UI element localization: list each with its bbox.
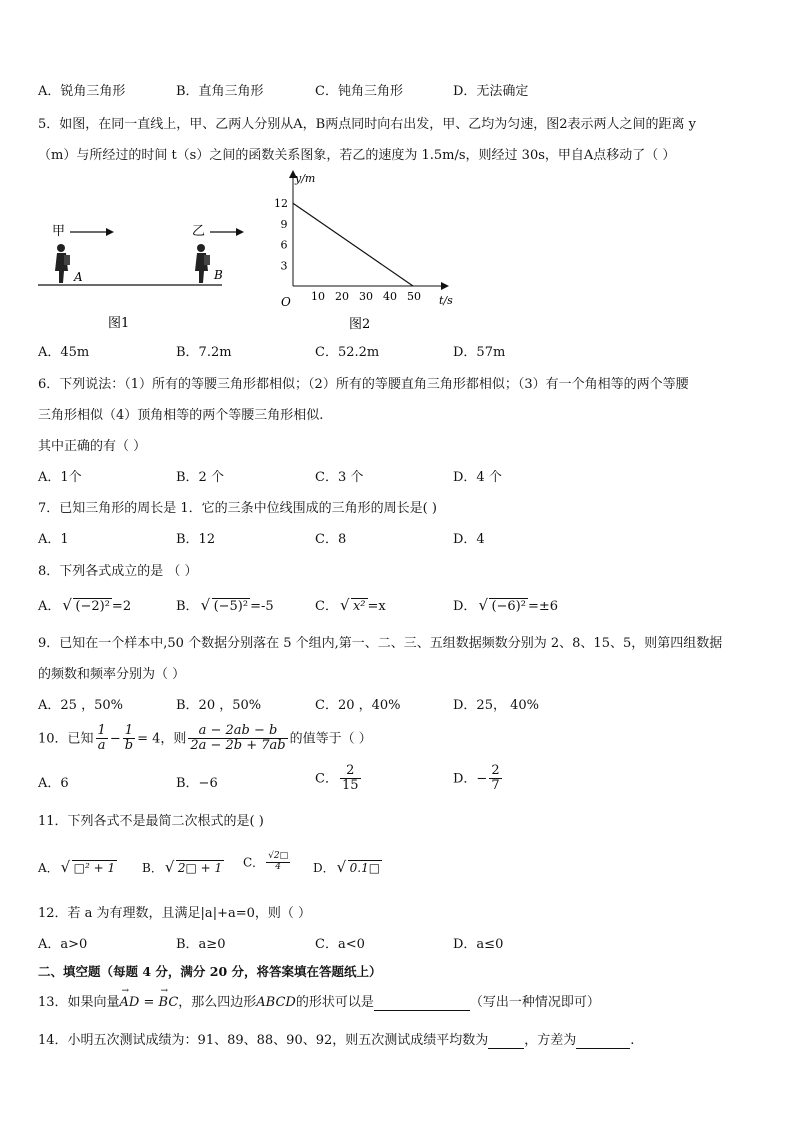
q7-option-a: A．1 bbox=[38, 532, 69, 547]
q10-option-b: B．−6 bbox=[176, 776, 218, 791]
origin-label: O bbox=[281, 295, 291, 309]
q11-stem: 11．下列各式不是最简二次根式的是( ) bbox=[38, 814, 264, 829]
fig1-point-a: A bbox=[74, 270, 83, 284]
walker-icon bbox=[55, 244, 70, 283]
q6-option-c: C．3 个 bbox=[315, 470, 364, 485]
q5-option-c: C．52.2m bbox=[315, 345, 380, 360]
q13-stem: 13．如果向量→ AD = → BC，那么四边形ABCD的形状可以是 （写出一种情况即可） bbox=[38, 995, 600, 1011]
q5-option-b: B．7.2m bbox=[176, 345, 232, 360]
q11-option-b: B．√ 2□ + 1 bbox=[142, 860, 224, 875]
q8-option-c: C．√ x² =x bbox=[315, 598, 386, 615]
q10-stem: 10．已知 $\frac{1}{a}$ − $\frac{1}{b}$ = 4，则 $\frac{a - 2ab - b}{2a - 2b + 7ab}$ 的值等于（ ） bbox=[38, 723, 372, 754]
q9-option-a: A．25 ，50% bbox=[38, 698, 123, 713]
x-tick-label: 50 bbox=[407, 290, 421, 303]
fig1-point-b: B bbox=[214, 268, 223, 282]
vector-bc: → BC bbox=[159, 995, 179, 1011]
q5-option-a: A．45m bbox=[38, 345, 90, 360]
q11-option-d: D．√ 0.1□ bbox=[313, 860, 382, 875]
q6-option-d: D．4 个 bbox=[453, 470, 502, 485]
y-axis-label: y/m bbox=[295, 172, 316, 185]
y-tick-label: 3 bbox=[280, 259, 288, 273]
q5-stem-line2: （m）与所经过的时间 t（s）之间的函数关系图象，若乙的速度为 1.5m/s，则经过 30s，甲自A点移动了（ ） bbox=[38, 148, 676, 163]
q12-option-c: C．a<0 bbox=[315, 937, 365, 952]
q12-option-b: B．a≥0 bbox=[176, 937, 226, 952]
q10-option-c: C． $\frac{2}{15}$ bbox=[315, 763, 359, 794]
q4-option-c: C．钝角三角形 bbox=[315, 84, 403, 99]
q8-option-b: B．√ (−5)² =-5 bbox=[176, 598, 274, 615]
q14-mean-blank[interactable] bbox=[488, 1034, 524, 1049]
q4-option-d: D．无法确定 bbox=[453, 84, 529, 99]
x-tick-label: 20 bbox=[335, 290, 349, 303]
q9-option-c: C．20 ，40% bbox=[315, 698, 401, 713]
q8-option-d: D．√ (−6)² =±6 bbox=[453, 598, 558, 615]
q5-option-d: D．57m bbox=[453, 345, 506, 360]
q9-option-b: B．20 ，50% bbox=[176, 698, 262, 713]
fig1-arrowhead1 bbox=[106, 228, 114, 236]
q9-stem-line2: 的频数和频率分别为（ ） bbox=[38, 667, 186, 682]
q4-option-b: B．直角三角形 bbox=[176, 84, 264, 99]
q5-stem-line1: 5．如图，在同一直线上，甲、乙两人分别从A，B两点同时向右出发，甲、乙均为匀速，图2表示两人之间的距离 y bbox=[38, 117, 696, 132]
x-axis-label: t/s bbox=[439, 294, 453, 307]
x-tick-label: 40 bbox=[383, 290, 397, 303]
section-title-fill-in: 二、填空题（每题 4 分，满分 20 分，将答案填在答题纸上） bbox=[38, 964, 382, 979]
q6-stem-line1: 6．下列说法：（1）所有的等腰三角形都相似；（2）所有的等腰直角三角形都相似；（3）有一个角相等的两个等腰 bbox=[38, 377, 689, 392]
q10-option-d: D．− $\frac{2}{7}$ bbox=[453, 763, 500, 794]
fig2-caption: 图2 bbox=[349, 317, 371, 332]
q14-variance-blank[interactable] bbox=[576, 1034, 630, 1049]
x-tick-label: 30 bbox=[359, 290, 373, 303]
walker-icon bbox=[195, 244, 210, 283]
q7-stem: 7．已知三角形的周长是 1．它的三条中位线围成的三角形的周长是( ) bbox=[38, 501, 437, 516]
series-line bbox=[293, 203, 413, 286]
fig1-person2-label: 乙 bbox=[192, 224, 206, 239]
q11-option-c: C． $\frac{√2□}{4}$ bbox=[243, 851, 289, 872]
q14-stem: 14．小明五次测试成绩为：91、89、88、90、92，则五次测试成绩平均数为 ，方差为 . bbox=[38, 1033, 635, 1048]
x-tick-label: 10 bbox=[311, 290, 325, 303]
fig1-caption: 图1 bbox=[108, 316, 130, 331]
q11-option-a: A．√ □² + 1 bbox=[38, 860, 117, 875]
q7-option-c: C．8 bbox=[315, 532, 347, 547]
q12-option-a: A．a>0 bbox=[38, 937, 88, 952]
fig1-person1-label: 甲 bbox=[52, 224, 66, 239]
q12-option-d: D．a≤0 bbox=[453, 937, 504, 952]
fig1-arrowhead2 bbox=[236, 228, 244, 236]
vector-ad: → AD bbox=[120, 995, 140, 1011]
y-tick-label: 6 bbox=[280, 238, 288, 252]
q9-option-d: D．25， 40% bbox=[453, 698, 539, 713]
q7-option-d: D．4 bbox=[453, 532, 485, 547]
q5-figure2-chart bbox=[265, 168, 465, 333]
q5-figure1 bbox=[30, 215, 260, 335]
q9-stem-line1: 9．已知在一个样本中,50 个数据分别落在 5 个组内,第一、二、三、五组数据频数分别为 2、8、15、5，则第四组数据 bbox=[38, 636, 723, 651]
q13-answer-blank[interactable] bbox=[374, 996, 470, 1011]
q12-stem: 12．若 a 为有理数，且满足|a|+a=0，则（ ） bbox=[38, 906, 312, 921]
y-tick-label: 9 bbox=[280, 217, 288, 231]
q6-stem-line3: 其中正确的有（ ） bbox=[38, 439, 147, 454]
q6-stem-line2: 三角形相似（4）顶角相等的两个等腰三角形相似. bbox=[38, 408, 324, 423]
q8-stem: 8．下列各式成立的是 （ ） bbox=[38, 564, 198, 579]
q4-option-a: A．锐角三角形 bbox=[38, 84, 126, 99]
y-tick-label: 12 bbox=[274, 197, 288, 211]
q6-option-a: A．1个 bbox=[38, 470, 82, 485]
x-axis-arrowhead bbox=[441, 282, 449, 290]
q8-option-a: A．√ (−2)² =2 bbox=[38, 598, 131, 615]
q6-option-b: B．2 个 bbox=[176, 470, 224, 485]
q7-option-b: B．12 bbox=[176, 532, 216, 547]
q10-option-a: A．6 bbox=[38, 776, 69, 791]
